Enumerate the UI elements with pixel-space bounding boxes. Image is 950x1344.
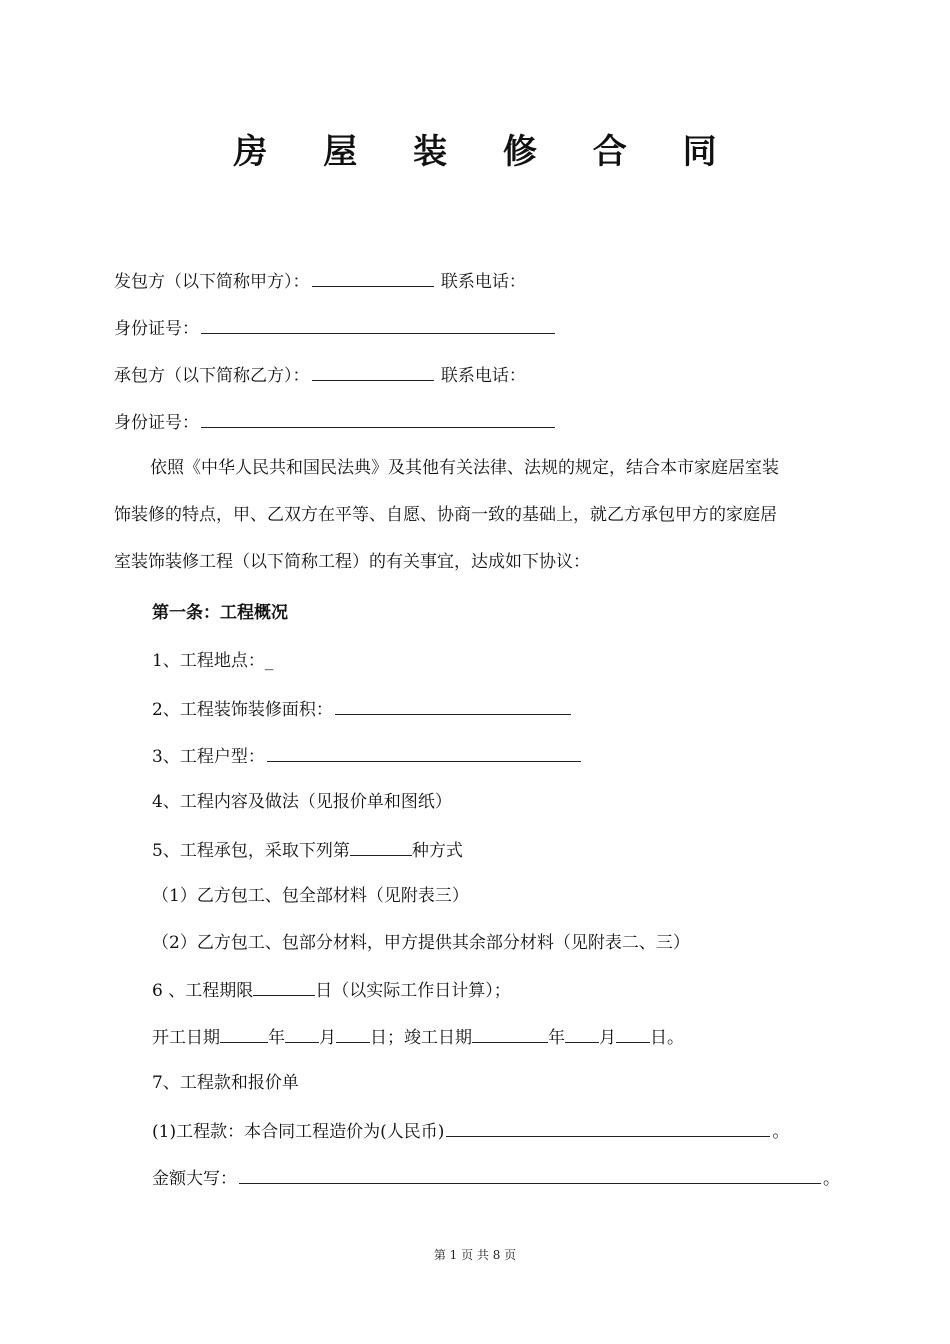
option-2: （2）乙方包工、包部分材料，甲方提供其余部分材料（见附表二、三） <box>152 933 690 953</box>
period: 。 <box>823 1169 840 1189</box>
duration-blank[interactable] <box>253 977 315 996</box>
end-month-blank[interactable] <box>565 1024 599 1043</box>
price-blank[interactable] <box>446 1118 770 1137</box>
start-month-blank[interactable] <box>285 1024 319 1043</box>
method-blank[interactable] <box>350 837 412 856</box>
item-2-area-row <box>152 696 573 722</box>
document-title: 房 屋 装 修 合 同 <box>233 132 739 172</box>
party-a-row <box>114 268 526 294</box>
item-2-label: 2、工程装饰装修面积： <box>152 700 333 720</box>
amount-words-blank[interactable] <box>239 1165 821 1184</box>
party-a-id-blank[interactable] <box>201 315 555 334</box>
item-5-suffix: 种方式 <box>411 841 463 861</box>
party-a-phone-label: 联系电话： <box>440 272 526 292</box>
end-day-blank[interactable] <box>616 1024 650 1043</box>
item-5-row <box>152 837 463 863</box>
item-6-suffix: 日（以实际工作日计算）； <box>315 981 511 1001</box>
article-1-heading: 第一条：工程概况 <box>152 603 288 623</box>
item-1-location: 1、工程地点：_ <box>152 651 274 671</box>
item-6-prefix: 6 、工程期限 <box>152 981 254 1001</box>
party-b-label: 承包方（以下简称乙方）： <box>114 366 310 386</box>
party-b-row <box>114 362 526 388</box>
item-6-row <box>152 977 511 1003</box>
period: 。 <box>772 1122 790 1142</box>
party-b-id-label: 身份证号： <box>114 413 199 433</box>
item-3-layout-row <box>152 743 583 769</box>
start-year-blank[interactable] <box>220 1024 268 1043</box>
item-4-content: 4、工程内容及做法（见报价单和图纸） <box>152 792 452 812</box>
end-date-label: 日；竣工日期 <box>370 1028 472 1048</box>
payment-label: (1)工程款：本合同工程造价为(人民币) <box>152 1122 445 1142</box>
area-blank[interactable] <box>335 696 571 715</box>
party-b-id-row <box>114 409 557 435</box>
end-year-blank[interactable] <box>472 1024 548 1043</box>
start-day-blank[interactable] <box>336 1024 370 1043</box>
dates-row <box>152 1024 684 1050</box>
item-3-label: 3、工程户型： <box>152 747 265 767</box>
month-label: 月 <box>599 1028 616 1048</box>
party-a-id-label: 身份证号： <box>114 319 199 339</box>
party-b-id-blank[interactable] <box>201 409 555 428</box>
intro-line-1: 依照《中华人民共和国民法典》及其他有关法律、法规的规定，结合本市家庭居室装 <box>150 458 779 478</box>
party-b-blank[interactable] <box>312 362 434 381</box>
party-a-id-row <box>114 315 557 341</box>
year-label: 年 <box>268 1028 285 1048</box>
party-a-blank[interactable] <box>312 268 434 287</box>
day-label: 日。 <box>650 1028 684 1048</box>
amount-words-row <box>152 1165 840 1191</box>
item-5-prefix: 5、工程承包，采取下列第 <box>152 841 350 861</box>
item-7-heading: 7、工程款和报价单 <box>152 1073 299 1093</box>
layout-blank[interactable] <box>267 743 581 762</box>
payment-row <box>152 1118 789 1144</box>
page-number: 第 1 页 共 8 页 <box>433 1248 517 1262</box>
intro-line-3: 室装饰装修工程（以下简称工程）的有关事宜，达成如下协议： <box>114 552 590 572</box>
party-a-label: 发包方（以下简称甲方）： <box>114 272 310 292</box>
option-1: （1）乙方包工、包全部材料（见附表三） <box>152 886 469 906</box>
start-date-label: 开工日期 <box>152 1028 220 1048</box>
intro-line-2: 饰装修的特点，甲、乙双方在平等、自愿、协商一致的基础上，就乙方承包甲方的家庭居 <box>114 505 777 525</box>
year-label: 年 <box>548 1028 565 1048</box>
amount-words-label: 金额大写： <box>152 1169 237 1189</box>
party-b-phone-label: 联系电话： <box>440 366 526 386</box>
month-label: 月 <box>319 1028 336 1048</box>
